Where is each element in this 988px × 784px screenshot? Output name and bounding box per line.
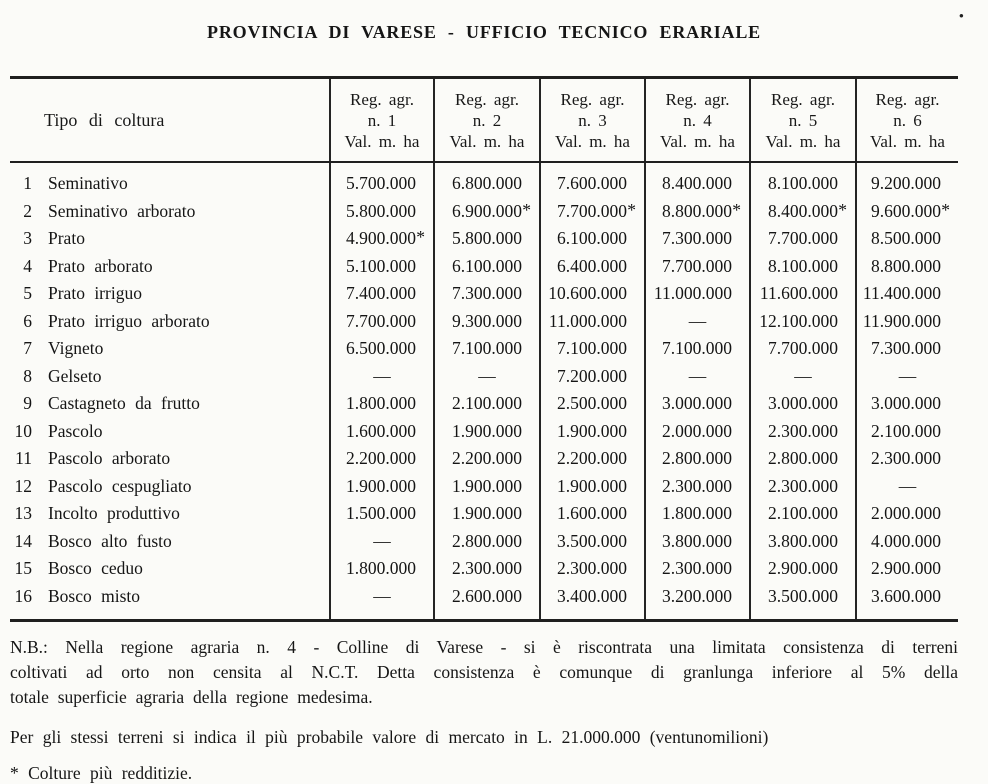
value-cell: 2.000.000: [856, 500, 958, 528]
coltura-name: Bosco ceduo: [48, 558, 143, 579]
coltura-name: Prato arborato: [48, 255, 153, 276]
value-cell: 7.700.000: [750, 335, 856, 363]
value-cell: —: [645, 363, 750, 391]
column-header-tipo-di-coltura: Tipo di coltura: [10, 78, 330, 163]
value-cell: 2.200.000: [434, 445, 540, 473]
value-cell: —: [330, 583, 434, 621]
value-cell: 1.900.000: [434, 418, 540, 446]
table-row: [10, 583, 958, 621]
coltura-name: Seminativo: [48, 173, 128, 194]
table-row: [10, 335, 958, 363]
row-number: 2: [23, 200, 32, 221]
value-cell: 7.600.000: [540, 162, 645, 198]
coltura-name: Vigneto: [48, 338, 104, 359]
header-line: Reg. agr.: [875, 89, 940, 109]
row-number: 14: [14, 530, 32, 551]
row-number: 10: [14, 420, 32, 441]
header-line: n. 3: [578, 110, 607, 130]
row-number: 8: [23, 365, 32, 386]
row-number: 12: [14, 475, 32, 496]
value-cell: 1.800.000: [645, 500, 750, 528]
value-cell: 1.900.000: [434, 473, 540, 501]
value-cell: —: [434, 363, 540, 391]
coltura-name: Incolto produttivo: [48, 503, 180, 524]
asterisk-marker: *: [522, 199, 531, 220]
column-header-reg-agr-1: [330, 78, 434, 163]
header-line: n. 4: [683, 110, 712, 130]
value-cell: 11.000.000: [540, 308, 645, 336]
value-cell: 8.400.000: [645, 162, 750, 198]
row-number: 1: [23, 173, 32, 194]
value-cell: 5.700.000: [330, 162, 434, 198]
value-cell: 4.000.000: [856, 528, 958, 556]
table-header-row: [10, 78, 958, 163]
table-row: [10, 390, 958, 418]
value-cell: 1.900.000: [434, 500, 540, 528]
value-cell: 1.600.000: [540, 500, 645, 528]
value-cell: —: [330, 528, 434, 556]
table-row: [10, 418, 958, 446]
value-cell: 2.300.000: [750, 418, 856, 446]
value-cell: 2.300.000: [540, 555, 645, 583]
table-row: [10, 363, 958, 391]
value-cell: 7.700.000: [330, 308, 434, 336]
column-header-reg-agr-6: [856, 78, 958, 163]
row-number: 5: [23, 283, 32, 304]
value-cell: 2.800.000: [750, 445, 856, 473]
value-cell: 2.600.000: [434, 583, 540, 621]
table-row: [10, 308, 958, 336]
header-line: Val. m. ha: [555, 131, 630, 151]
coltura-name: Pascolo: [48, 420, 103, 441]
table-row: [10, 528, 958, 556]
value-cell: 2.900.000: [856, 555, 958, 583]
value-cell: 2.300.000: [856, 445, 958, 473]
value-cell: 2.300.000: [645, 473, 750, 501]
value-cell: 6.100.000: [434, 253, 540, 281]
value-cell: 2.100.000: [856, 418, 958, 446]
value-cell: 7.300.000: [434, 280, 540, 308]
value-cell: 7.200.000: [540, 363, 645, 391]
value-cell: 9.200.000: [856, 162, 958, 198]
header-line: Reg. agr.: [665, 89, 730, 109]
header-line: Val. m. ha: [344, 131, 420, 151]
value-cell: 1.500.000: [330, 500, 434, 528]
value-cell: 3.200.000: [645, 583, 750, 621]
row-number: 7: [23, 338, 32, 359]
value-cell: 3.500.000: [750, 583, 856, 621]
value-cell: —: [856, 473, 958, 501]
value-cell: 4.900.000 *: [330, 225, 434, 253]
title-row: [10, 0, 964, 46]
row-number: 3: [23, 228, 32, 249]
value-cell: 7.700.000 *: [540, 198, 645, 226]
coltura-name: Prato irriguo: [48, 283, 142, 304]
value-cell: 2.100.000: [750, 500, 856, 528]
value-cell: 8.500.000: [856, 225, 958, 253]
value-cell: 8.800.000: [856, 253, 958, 281]
asterisk-marker: *: [627, 199, 636, 220]
table-row: [10, 198, 958, 226]
asterisk-marker: *: [941, 199, 950, 220]
table-row: [10, 500, 958, 528]
value-cell: 11.900.000: [856, 308, 958, 336]
header-line: n. 1: [367, 110, 397, 130]
value-cell: 11.400.000: [856, 280, 958, 308]
coltura-name: Pascolo cespugliato: [48, 475, 192, 496]
header-line: Val. m. ha: [660, 131, 735, 151]
coltura-name: Pascolo arborato: [48, 448, 171, 469]
coltura-name: Prato: [48, 228, 85, 249]
table-row: [10, 225, 958, 253]
value-cell: 3.600.000: [856, 583, 958, 621]
table-row: [10, 555, 958, 583]
value-cell: 7.300.000: [645, 225, 750, 253]
value-cell: 11.600.000: [750, 280, 856, 308]
value-cell: 8.800.000 *: [645, 198, 750, 226]
corner-bullet-mark: •: [958, 9, 964, 25]
value-cell: 1.800.000: [330, 555, 434, 583]
value-cell: 2.200.000: [540, 445, 645, 473]
header-line: Val. m. ha: [870, 131, 945, 151]
value-cell: —: [330, 363, 434, 391]
table-row: [10, 445, 958, 473]
value-cell: 3.500.000: [540, 528, 645, 556]
coltura-name: Castagneto da frutto: [48, 393, 200, 414]
row-number: 9: [23, 393, 32, 414]
table-row: [10, 473, 958, 501]
table-row: [10, 280, 958, 308]
header-line: Val. m. ha: [765, 131, 841, 151]
value-cell: 7.100.000: [540, 335, 645, 363]
value-cell: 5.100.000: [330, 253, 434, 281]
value-cell: 1.600.000: [330, 418, 434, 446]
value-cell: 7.100.000: [645, 335, 750, 363]
value-cell: 6.100.000: [540, 225, 645, 253]
value-cell: 7.400.000: [330, 280, 434, 308]
coltura-name: Prato irriguo arborato: [48, 310, 210, 331]
value-cell: 9.300.000: [434, 308, 540, 336]
value-cell: 1.900.000: [540, 473, 645, 501]
value-cell: 10.600.000: [540, 280, 645, 308]
market-value-note: Per gli stessi terreni si indica il più probabile valore di mercato in L. 21.000.000 (ventunomilioni): [10, 727, 769, 747]
value-cell: 3.400.000: [540, 583, 645, 621]
value-cell: 1.800.000: [330, 390, 434, 418]
value-cell: 6.400.000: [540, 253, 645, 281]
value-cell: 6.500.000: [330, 335, 434, 363]
table-row: [10, 253, 958, 281]
value-cell: 2.500.000: [540, 390, 645, 418]
header-line: Val. m. ha: [449, 131, 525, 151]
coltura-name: Gelseto: [48, 365, 102, 386]
header-line: Reg. agr.: [455, 89, 519, 109]
value-cell: 2.000.000: [645, 418, 750, 446]
row-number: 13: [14, 503, 32, 524]
value-cell: 6.800.000: [434, 162, 540, 198]
value-cell: 7.700.000: [750, 225, 856, 253]
value-cell: 7.300.000: [856, 335, 958, 363]
value-cell: 3.800.000: [645, 528, 750, 556]
value-cell: —: [856, 363, 958, 391]
value-cell: 5.800.000: [434, 225, 540, 253]
value-cell: 3.000.000: [856, 390, 958, 418]
header-line: n. 6: [893, 110, 922, 130]
value-cell: 6.900.000 *: [434, 198, 540, 226]
value-cell: —: [750, 363, 856, 391]
value-cell: 8.400.000 *: [750, 198, 856, 226]
document-page: [10, 0, 964, 784]
value-cell: 12.100.000: [750, 308, 856, 336]
value-cell: 2.800.000: [645, 445, 750, 473]
value-cell: 9.600.000 *: [856, 198, 958, 226]
asterisk-marker: *: [838, 199, 847, 220]
value-cell: 2.800.000: [434, 528, 540, 556]
value-cell: 8.100.000: [750, 253, 856, 281]
asterisk-footnote: * Colture più redditizie.: [10, 763, 193, 783]
column-header-reg-agr-4: [645, 78, 750, 163]
coltura-name: Seminativo arborato: [48, 200, 196, 221]
value-cell: 2.300.000: [750, 473, 856, 501]
coltura-name: Bosco misto: [48, 585, 141, 606]
nb-line: N.B.: Nella regione agraria n. 4 - Colline di Varese - si è riscontrata una limitata consistenza di terreni: [10, 637, 958, 657]
header-line: Reg. agr.: [771, 89, 835, 109]
page-title: PROVINCIA DI VARESE - UFFICIO TECNICO ERARIALE: [207, 22, 761, 42]
value-cell: 8.100.000: [750, 162, 856, 198]
value-cell: —: [645, 308, 750, 336]
row-number: 11: [15, 448, 32, 469]
value-cell: 2.300.000: [434, 555, 540, 583]
coltura-name: Bosco alto fusto: [48, 530, 172, 551]
column-header-reg-agr-5: [750, 78, 856, 163]
header-line: n. 5: [788, 110, 818, 130]
asterisk-marker: *: [416, 227, 425, 248]
value-cell: 1.900.000: [330, 473, 434, 501]
value-cell: 3.000.000: [645, 390, 750, 418]
value-cell: 2.200.000: [330, 445, 434, 473]
land-values-table: [10, 76, 958, 622]
header-line: n. 2: [472, 110, 502, 130]
row-number: 4: [23, 255, 32, 276]
nb-paragraph: [10, 635, 958, 710]
value-cell: 7.700.000: [645, 253, 750, 281]
column-header-reg-agr-2: [434, 78, 540, 163]
value-cell: 3.800.000: [750, 528, 856, 556]
table-row: [10, 162, 958, 198]
column-header-reg-agr-3: [540, 78, 645, 163]
value-cell: 5.800.000: [330, 198, 434, 226]
value-cell: 2.100.000: [434, 390, 540, 418]
value-cell: 3.000.000: [750, 390, 856, 418]
row-number: 16: [14, 585, 32, 606]
nb-line: coltivati ad orto non censita al N.C.T. Detta consistenza è comunque di granlunga inferiore al 5% della: [10, 662, 958, 682]
value-cell: 11.000.000: [645, 280, 750, 308]
value-cell: 2.900.000: [750, 555, 856, 583]
header-line: Reg. agr.: [560, 89, 625, 109]
row-number: 6: [23, 310, 32, 331]
value-cell: 1.900.000: [540, 418, 645, 446]
value-cell: 7.100.000: [434, 335, 540, 363]
asterisk-marker: *: [732, 199, 741, 220]
header-line: Reg. agr.: [350, 89, 414, 109]
row-number: 15: [14, 558, 32, 579]
value-cell: 2.300.000: [645, 555, 750, 583]
nb-line: totale superficie agraria della regione medesima.: [10, 687, 373, 707]
notes-section: [10, 635, 958, 784]
table-body: [10, 162, 958, 621]
